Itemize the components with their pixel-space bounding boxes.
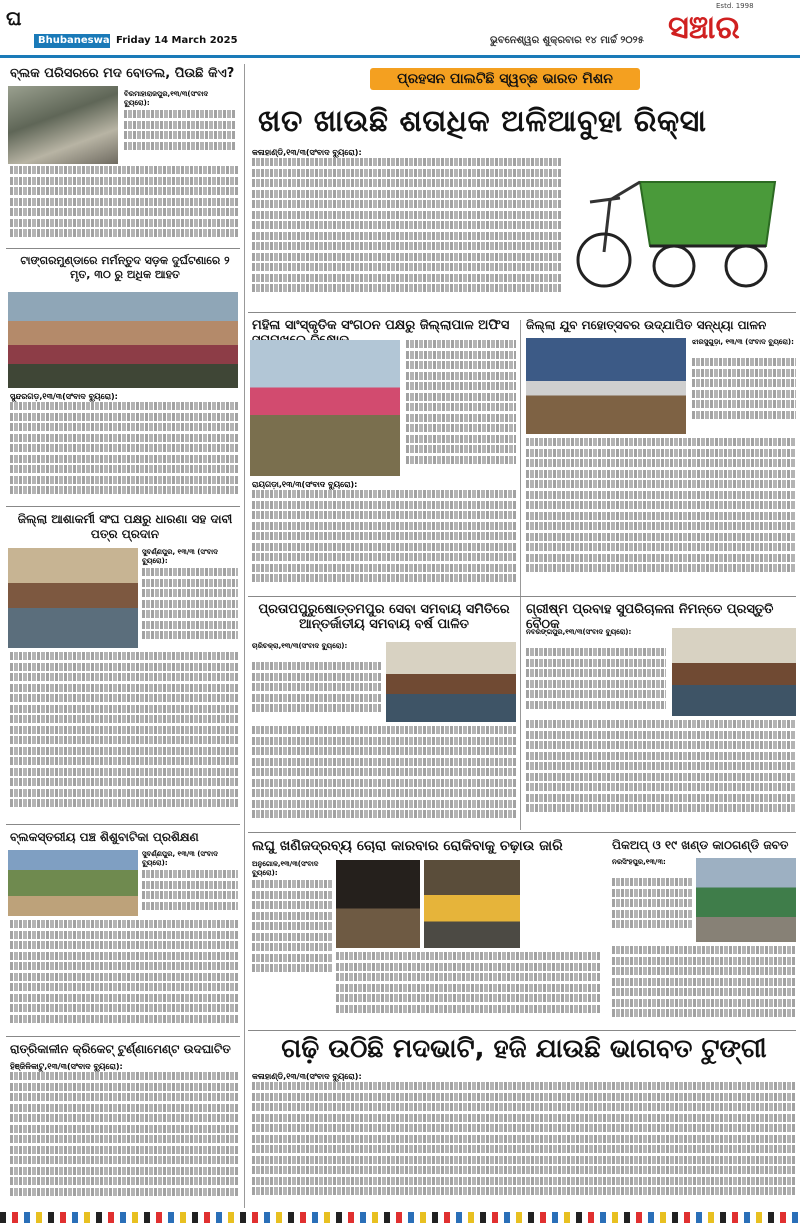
story2-headline: ଟାଙ୍ଗରମୁଣ୍ଡାରେ ମର୍ମନ୍ତୁଦ ସଡ଼କ ଦୁର୍ଘଟଣାରେ ୨ ମୃତ, ୩୦ ରୁ ଅଧିକ ଆହତ: [20, 254, 230, 281]
summer-meeting-photo: [672, 628, 796, 716]
cooperative-body-cont: [252, 726, 516, 826]
mineral-raid-headline: ଲଘୁ ଖଣିଜଦ୍ରବ୍ୟ ଚୋରା କାରବାର ରୋକିବାକୁ ଚଢ଼ାଉ ଜାରି: [252, 838, 563, 854]
color-registration-strip: [0, 1212, 800, 1223]
divider: [6, 248, 240, 249]
raid-photo-2: [424, 860, 520, 948]
protest-photo: [250, 340, 400, 476]
lead-headline: ଖତ ଖାଉଛି ଶତାଧିକ ଅଳିଆବୁହା ରିକ୍ସା: [258, 104, 707, 139]
summer-meeting-body-cont: [526, 720, 796, 826]
seizure-body-cont: [612, 946, 796, 1026]
youth-festival-headline: ଜିଲ୍ଲା ଯୁବ ମହୋତ୍ସବର ଉଦ୍‌ଯାପିତ ସନ୍ଧ୍ୟା ପାଳନ: [526, 318, 767, 332]
city-label: Bhubaneswar: [34, 34, 110, 48]
story4-body-cont: [10, 920, 238, 1032]
lead-body: କଳାହାଣ୍ଡି,୧୩/୩(ସଂବାଦ ବ୍ୟୁରୋ):: [252, 148, 562, 306]
page-letter: ଘ: [6, 6, 22, 30]
date-english: Friday 14 March 2025: [116, 35, 238, 46]
divider: [248, 312, 796, 313]
cooperative-photo: [386, 642, 516, 722]
youth-festival-photo: [526, 338, 686, 434]
mineral-raid-body-cont: [336, 952, 600, 1026]
column-divider: [520, 320, 521, 830]
lead-banner: ପ୍ରହସନ ପାଲଟିଛି ସ୍ୱଚ୍ଛ ଭାରତ ମିଶନ: [370, 68, 640, 90]
seizure-body: ନରସିଂହପୁର,୧୩/୩:: [612, 858, 692, 942]
summer-meeting-body: ନବରଙ୍ଗପୁର,୧୩/୩(ସଂବାଦ ବ୍ୟୁରୋ):: [526, 628, 666, 716]
seized-pickup-photo: [696, 858, 796, 942]
rickshaw-cart-photo: [570, 142, 792, 298]
story4-headline: ବ୍ଲକସ୍ତରୀୟ ପଞ୍ଚ ଶିଶୁବାଟିକା ପ୍ରଶିକ୍ଷଣ: [10, 830, 199, 844]
youth-festival-body: ଝାରସୁଗୁଡ଼ା, ୧୩/୩ (ସଂବାଦ ବ୍ୟୁରୋ):: [692, 338, 796, 434]
training-photo: [8, 850, 138, 916]
protest-headline: ମହିଳା ସାଂସ୍କୃତିକ ସଂଗଠନ ପକ୍ଷରୁ ଜିଲ୍ଲାପାଳ ଅଫିସ: [252, 318, 510, 333]
protest-body-cont: ରାୟଗଡ଼ା,୧୩/୩(ସଂବାଦ ବ୍ୟୁରୋ):: [252, 480, 516, 590]
protest-body: [406, 340, 516, 476]
column-divider: [244, 64, 245, 1208]
divider: [6, 506, 240, 507]
asha-photo: [8, 548, 138, 648]
divider: [248, 596, 796, 597]
cooperative-headline: ପ୍ରତାପପୁରୁଷୋତ୍ତମପୁର ସେବା ସମବାୟ ସମିତିରେ ଆନ୍ତର୍ଜାତୀୟ ସମବାୟ ବର୍ଷ ପାଳିତ: [258, 602, 510, 632]
story3-body: ସୁବର୍ଣ୍ଣପୁର, ୧୩/୩ (ସଂବାଦ ବ୍ୟୁରୋ):: [142, 548, 238, 648]
date-odia: ଭୁବନେଶ୍ୱର ଶୁକ୍ରବାର ୧୪ ମାର୍ଚ୍ଚ ୨୦୨୫: [490, 35, 644, 46]
raid-photo-1: [336, 860, 420, 948]
mineral-raid-body: ଅନୁଗୋଳ,୧୩/୩(ସଂବାଦ ବ୍ୟୁରୋ):: [252, 860, 332, 986]
seizure-headline: ପିକଅପ୍ ଓ ୧୯ ଖଣ୍ଡ କାଠଗଣ୍ଡି ଜବତ: [612, 838, 789, 852]
story4-body: ସୁବର୍ଣ୍ଣପୁର, ୧୩/୩ (ସଂବାଦ ବ୍ୟୁରୋ):: [142, 850, 238, 916]
story1-body: ବିରମାହାରାଜପୁର,୧୩/୩(ସଂବାଦ ବ୍ୟୁରୋ):: [124, 90, 236, 160]
bottom-story-body: କଳାହାଣ୍ଡି,୧୩/୩(ସଂବାଦ ବ୍ୟୁରୋ):: [252, 1072, 796, 1208]
story1-body-cont: [10, 166, 238, 246]
newspaper-logo: ସଞ୍ଚାର: [668, 8, 740, 46]
divider: [6, 1036, 240, 1037]
story3-body-cont: [10, 652, 238, 820]
divider: [6, 824, 240, 825]
cooperative-body: ଚାରିଚକ୍ରା,୧୩/୩(ସଂବାଦ ବ୍ୟୁରୋ):: [252, 642, 382, 722]
bottom-headline: ଗଢ଼ି ଉଠିଛି ମଦଭାଟି, ହଜି ଯାଉଛି ଭାଗବତ ଟୁଙ୍ଗୀ: [281, 1034, 767, 1064]
divider: [248, 832, 796, 833]
building-photo: [8, 86, 118, 164]
story2-body: ସୁନ୍ଦରଗଡ଼,୧୩/୩(ସଂବାଦ ବ୍ୟୁରୋ):: [10, 392, 238, 502]
masthead: [0, 0, 800, 58]
story3-headline: ଜିଲ୍ଲା ଆଶାକର୍ମୀ ସଂଘ ପକ୍ଷରୁ ଧାରଣା ସହ ଦାବୀ ପତ୍ର ପ୍ରଦାନ: [17, 512, 233, 541]
story1-headline: ବ୍ଲକ ପରିସରରେ ମଦ ବୋତଲ, ପିଉଛି କିଏ?: [10, 66, 235, 81]
accident-photo: [8, 292, 238, 388]
divider: [248, 1030, 796, 1031]
youth-festival-body-cont: [526, 438, 796, 590]
story5-headline: ରାତ୍ରିକାଳୀନ କ୍ରିକେଟ୍ ଟୁର୍ଣ୍ଣାମେଣ୍ଟ ଉଦଘାଟିତ: [10, 1042, 231, 1056]
logo-tagline: Estd. 1998: [716, 2, 754, 10]
summer-meeting-headline: ଗ୍ରୀଷ୍ମ ପ୍ରବାହ ସୁପରିଚାଳନା ନିମନ୍ତେ ପ୍ରସ୍ତୁତି ବୈଠକ: [526, 602, 774, 632]
story5-body: ହିଞ୍ଜିଳିକାଟୁ,୧୩/୩(ସଂବାଦ ବ୍ୟୁରୋ):: [10, 1062, 238, 1206]
